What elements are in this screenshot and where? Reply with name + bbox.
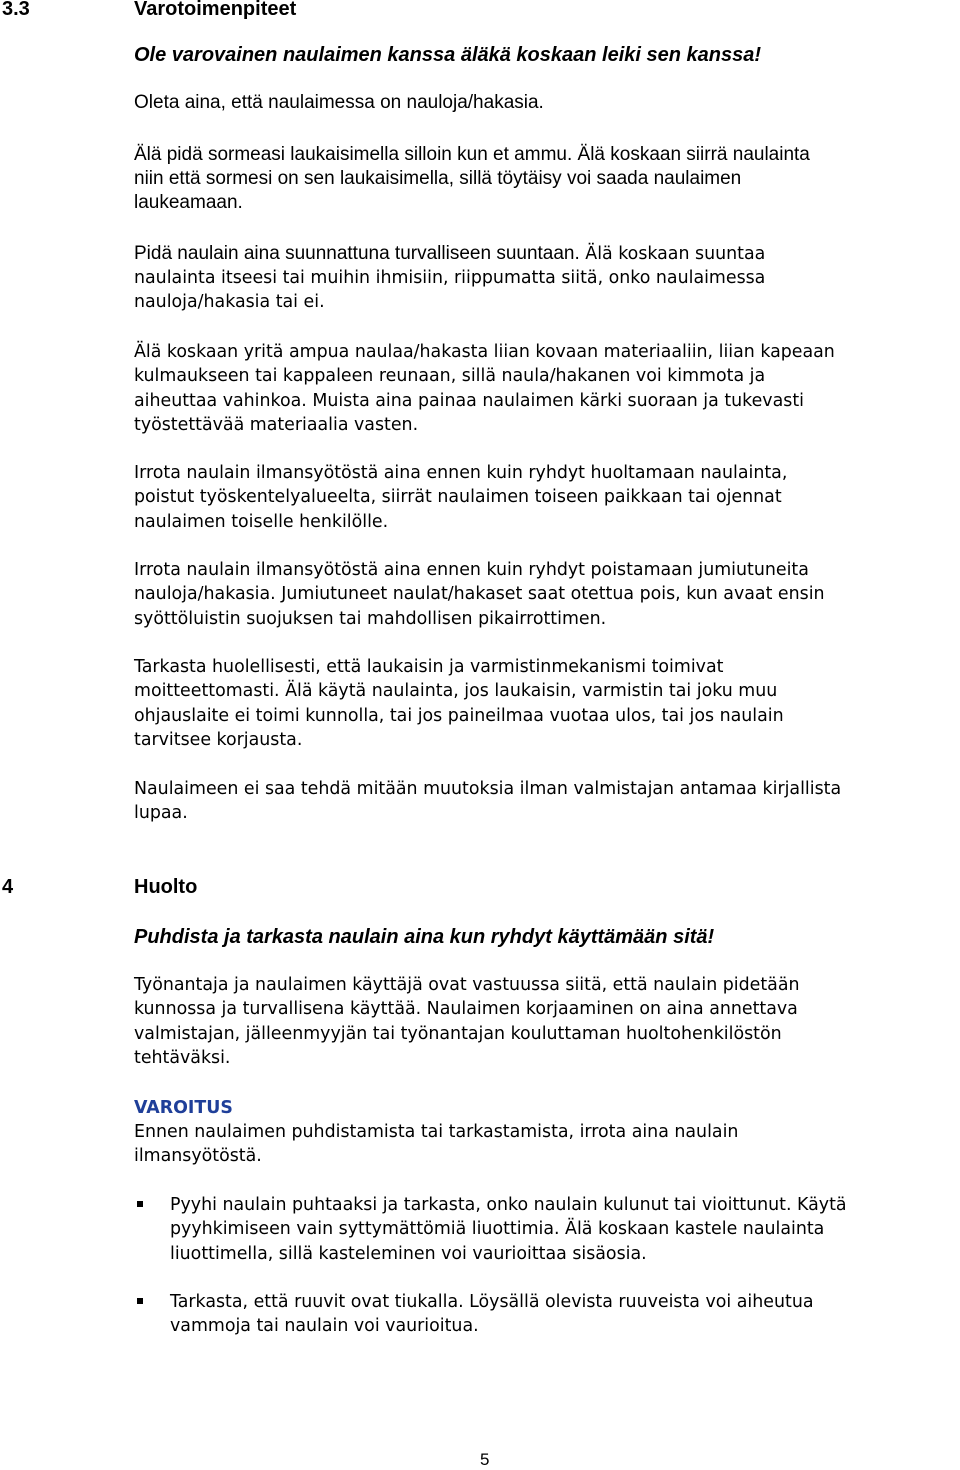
section-title-huolto: Huolto (134, 876, 198, 898)
text-line: ilmansyötöstä. (134, 1146, 262, 1167)
text-line: tehtäväksi. (134, 1047, 231, 1068)
text-line: naulainta itseesi tai muihin ihmisiin, riippumatta siitä, onko naulaimessa (134, 268, 766, 288)
text-part: Pidä naulain aina suunnattuna turvalliseen suuntaan. (134, 243, 580, 264)
text-line: vammoja tai naulain voi vaurioitua. (170, 1316, 479, 1337)
safety-warning: Ole varovainen naulaimen kanssa äläkä koskaan leiki sen kanssa! (134, 44, 762, 66)
text-line: nauloja/hakasia tai ei. (134, 292, 325, 313)
section-title-varotoimenpiteet: Varotoimenpiteet (134, 0, 297, 20)
text-line: naulaimen toiselle henkilölle. (134, 511, 389, 532)
text-line: työstettävää materiaalia vasten. (134, 414, 419, 435)
text-line: Tarkasta huolellisesti, että laukaisin ja varmistinmekanismi toimivat (134, 657, 724, 677)
text-line: syöttöluistin suojuksen tai mahdollisen pikairrottimen. (134, 608, 607, 629)
text-line: Älä pidä sormeasi laukaisimella silloin kun et ammu. Älä koskaan siirrä naulainta (134, 144, 810, 165)
text-line: niin että sormesi on sen laukaisimella, sillä töytäisy voi saada naulaimen (134, 168, 742, 190)
paragraph-5 (134, 461, 787, 534)
paragraph-1 (134, 91, 544, 115)
text-line: kulmaukseen tai kappaleen reunaan, sillä naula/hakanen voi kimmota ja (134, 366, 766, 387)
paragraph-8 (134, 777, 841, 826)
text-line: Pyyhi naulain puhtaaksi ja tarkasta, onko naulain kulunut tai vioittunut. Käytä (170, 1195, 847, 1215)
bullet-item-1 (170, 1193, 847, 1266)
text-line: Älä koskaan yritä ampua naulaa/hakasta liian kovaan materiaaliin, liian kapeaan (134, 342, 835, 362)
text-line: poistut työskentelyalueelta, siirrät naulaimen toiseen paikkaan tai ojennat (134, 487, 782, 508)
text-line: Naulaimeen ei saa tehdä mitään muutoksia ilman valmistajan antamaa kirjallista (134, 779, 842, 799)
text-line: Irrota naulain ilmansyötöstä aina ennen kuin ryhdyt poistamaan jumiutuneita (134, 560, 809, 580)
text-line: aiheuttaa vahinkoa. Muista aina painaa naulaimen kärki suoraan ja tukevasti (134, 390, 804, 411)
text-line: tarvitsee korjausta. (134, 729, 303, 750)
varoitus-text (134, 1120, 738, 1169)
text-line: liuottimella, sillä kasteleminen voi vaurioittaa sisäosia. (170, 1243, 647, 1264)
text-line: Oleta aina, että naulaimessa on nauloja/hakasia. (134, 92, 544, 113)
text-line: ohjauslaite ei toimi kunnolla, tai jos paineilmaa vuotaa ulos, tai jos naulain (134, 705, 784, 726)
page-number: 5 (480, 1450, 490, 1469)
paragraph-6 (134, 558, 825, 631)
paragraph-2 (134, 143, 810, 216)
paragraph-3-cont (134, 266, 765, 315)
text-line: pyyhkimiseen vain syttymättömiä liuottimia. Älä koskaan kastele naulainta (170, 1219, 825, 1240)
text-line: moitteettomasti. Älä käytä naulainta, jos laukaisin, varmistin tai joku muu (134, 681, 778, 702)
text-line: laukeamaan. (134, 192, 243, 214)
text-line: Tarkasta, että ruuvit ovat tiukalla. Löysällä olevista ruuveista voi aiheutua (170, 1292, 814, 1312)
section-number-3-3: 3.3 (2, 0, 30, 20)
maintenance-warning: Puhdista ja tarkasta naulain aina kun ryhdyt käyttämään sitä! (134, 926, 715, 948)
paragraph-3 (134, 242, 765, 266)
section-number-4: 4 (2, 876, 14, 898)
bullet-square-icon (137, 1201, 143, 1207)
text-part: Älä koskaan suuntaa (579, 244, 766, 264)
bullet-square-icon (137, 1298, 143, 1304)
maintenance-paragraph (134, 973, 800, 1070)
bullet-item-2 (170, 1290, 814, 1339)
text-line: valmistajan, jälleenmyyjän tai työnantajan kouluttaman huoltohenkilöstön (134, 1023, 782, 1044)
text-line: nauloja/hakasia. Jumiutuneet naulat/hakaset saat otettua pois, kun avaat ensin (134, 584, 825, 605)
text-line: kunnossa ja turvallisena käyttää. Naulaimen korjaaminen on aina annettava (134, 999, 798, 1020)
paragraph-4 (134, 340, 835, 437)
text-line: Irrota naulain ilmansyötöstä aina ennen kuin ryhdyt huoltamaan naulainta, (134, 463, 788, 483)
text-line: Ennen naulaimen puhdistamista tai tarkastamista, irrota aina naulain (134, 1122, 739, 1142)
paragraph-7 (134, 655, 784, 752)
text-line: lupaa. (134, 803, 188, 824)
text-line: Työnantaja ja naulaimen käyttäjä ovat vastuussa siitä, että naulain pidetään (134, 975, 800, 995)
varoitus-label: VAROITUS (134, 1098, 233, 1118)
text-line (134, 242, 765, 266)
